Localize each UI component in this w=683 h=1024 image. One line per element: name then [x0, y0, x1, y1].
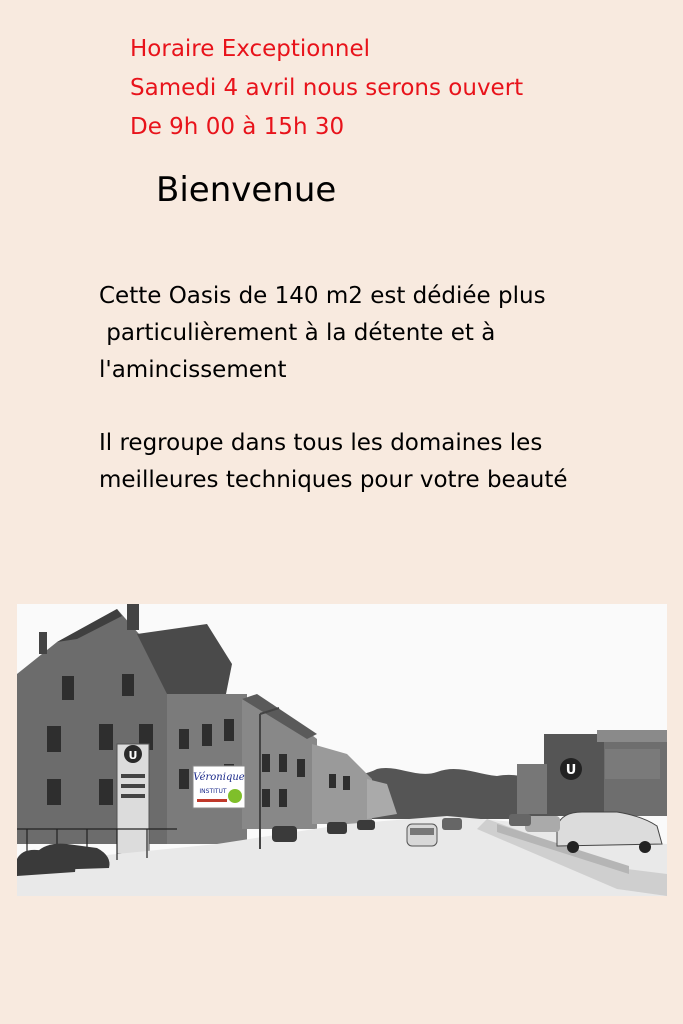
exceptional-hours-notice: [130, 30, 523, 147]
sign-institut: INSTITUT: [199, 788, 227, 795]
u-logo-store: U: [565, 763, 577, 778]
intro-line-1: Cette Oasis de 140 m2 est dédiée plus: [99, 283, 546, 309]
institute-sign: [193, 766, 245, 808]
u-logo-pylon: U: [128, 749, 138, 762]
welcome-heading: Bienvenue: [156, 170, 337, 210]
intro-line-4: Il regroupe dans tous les domaines les: [99, 430, 543, 456]
paragraph-gap: [99, 389, 568, 425]
intro-text: [99, 278, 568, 499]
notice-title: Horaire Exceptionnel: [130, 36, 371, 62]
intro-line-2: particulièrement à la détente et à: [99, 320, 496, 346]
intro-line-5: meilleures techniques pour votre beauté: [99, 467, 568, 493]
notice-hours: De 9h 00 à 15h 30: [130, 114, 345, 140]
street-photo: [17, 604, 667, 896]
sign-veronique: Véronique: [193, 772, 245, 783]
intro-line-3: l'amincissement: [99, 357, 287, 383]
notice-date: Samedi 4 avril nous serons ouvert: [130, 75, 524, 101]
